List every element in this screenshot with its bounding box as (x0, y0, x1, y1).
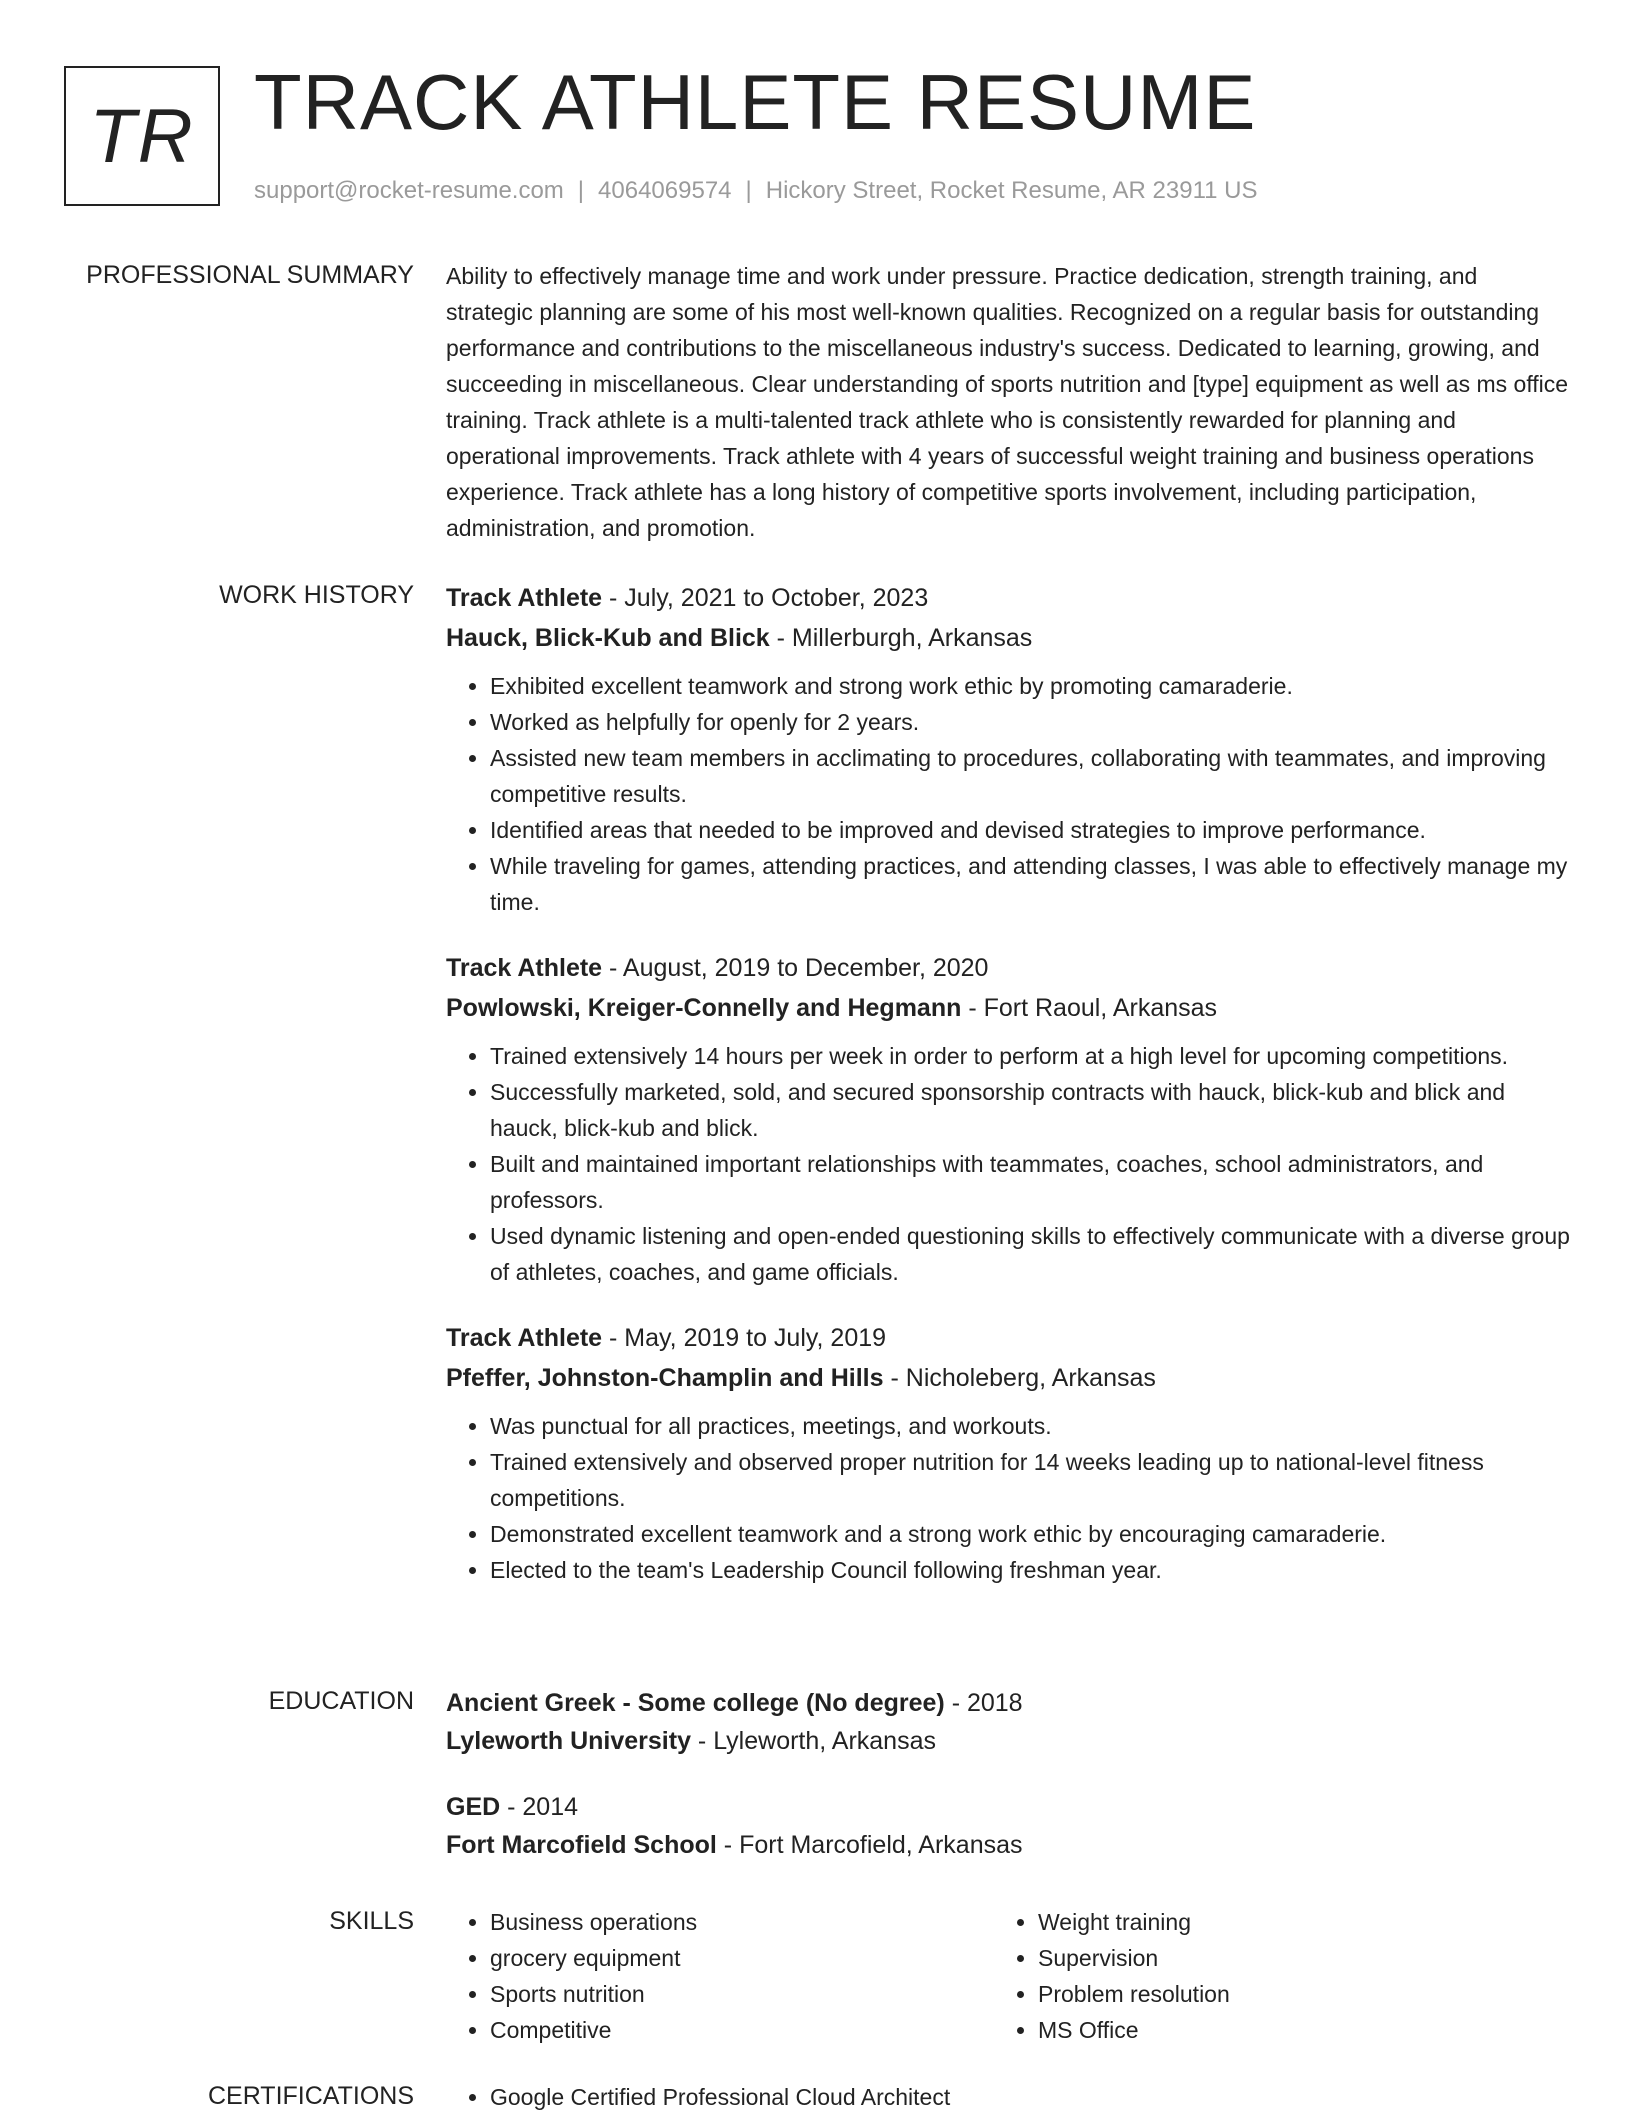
job-bullet: • Assisted new team members in acclimating to procedures, collaborating with teammates, and improving competitive results. (490, 740, 1570, 812)
job-bullet: • Successfully marketed, sold, and secured sponsorship contracts with hauck, blick-kub and blick and hauck, blick-kub and blick. (490, 1074, 1570, 1146)
contact-address: Hickory Street, Rocket Resume, AR 23911 US (765, 177, 1258, 204)
education-location: - Fort Marcofield, Arkansas (716, 1831, 1023, 1859)
page-title: TRACK ATHLETE RESUME (254, 58, 1257, 146)
section-label-certifications: CERTIFICATIONS (207, 2082, 414, 2110)
job-location: - Nicholeberg, Arkansas (883, 1364, 1156, 1392)
education-year: - 2014 (500, 1793, 579, 1821)
job-bullets (446, 668, 1570, 920)
job-company: Pfeffer, Johnston-Champlin and Hills (446, 1364, 884, 1392)
education-body (446, 1684, 1570, 1892)
contact-email[interactable]: support@rocket-resume.com (254, 177, 564, 204)
education-entry (446, 1788, 1570, 1864)
education-entry (446, 1684, 1570, 1760)
summary-body (446, 258, 1570, 546)
education-school: Fort Marcofield School (446, 1831, 717, 1859)
job-title-line (446, 948, 1570, 988)
section-label-skills: SKILLS (329, 1907, 414, 1935)
job-bullet: • While traveling for games, attending practices, and attending classes, I was able to effectively manage my time. (490, 848, 1570, 920)
education-degree: GED (446, 1793, 501, 1821)
job-company: Hauck, Blick-Kub and Blick (446, 624, 770, 652)
job-bullet: • Elected to the team's Leadership Council following freshman year. (490, 1552, 1570, 1588)
job-title-line (446, 1318, 1570, 1358)
job-company-line (446, 618, 1570, 658)
job-bullet: • Trained extensively 14 hours per week in order to perform at a high level for upcoming competitions. (490, 1038, 1570, 1074)
job-location: - Fort Raoul, Arkansas (961, 994, 1218, 1022)
job-company: Powlowski, Kreiger-Connelly and Hegmann (446, 994, 962, 1022)
skills-column-right (994, 1904, 1542, 2048)
job-bullets (446, 1408, 1570, 1588)
job-company-line (446, 1358, 1570, 1398)
skill-item: • Sports nutrition (490, 1976, 994, 2012)
skills-column-left (446, 1904, 994, 2048)
contact-separator: | (745, 177, 752, 204)
job-bullet: • Exhibited excellent teamwork and strong work ethic by promoting camaraderie. (490, 668, 1570, 704)
education-location: - Lyleworth, Arkansas (690, 1727, 936, 1755)
section-label-summary: PROFESSIONAL SUMMARY (86, 261, 414, 289)
education-year: - 2018 (944, 1689, 1023, 1717)
monogram-logo: TR (64, 66, 220, 206)
contact-line (254, 176, 1258, 206)
job-entry (446, 948, 1570, 1290)
education-school: Lyleworth University (446, 1727, 691, 1755)
job-dates: - July, 2021 to October, 2023 (602, 584, 929, 612)
skill-item: • grocery equipment (490, 1940, 994, 1976)
job-location: - Millerburgh, Arkansas (769, 624, 1033, 652)
job-bullet: • Built and maintained important relationships with teammates, coaches, school administrators, and professors. (490, 1146, 1570, 1218)
job-bullet: • Was punctual for all practices, meetings, and workouts. (490, 1408, 1570, 1444)
skills-body (446, 1904, 1570, 2048)
work-body (446, 578, 1570, 1616)
job-dates: - August, 2019 to December, 2020 (602, 954, 989, 982)
job-company-line (446, 988, 1570, 1028)
section-label-education: EDUCATION (268, 1687, 414, 1715)
skill-item: • Problem resolution (1038, 1976, 1542, 2012)
job-bullet: • Trained extensively and observed proper nutrition for 14 weeks leading up to national-level fitness competitions. (490, 1444, 1570, 1516)
job-title: Track Athlete (446, 954, 603, 982)
job-title: Track Athlete (446, 584, 603, 612)
skill-item: • Competitive (490, 2012, 994, 2048)
certifications-body (446, 2079, 1570, 2115)
job-bullet: • Worked as helpfully for openly for 2 years. (490, 704, 1570, 740)
skill-item: • Business operations (490, 1904, 994, 1940)
job-bullet: • Demonstrated excellent teamwork and a strong work ethic by encouraging camaraderie. (490, 1516, 1570, 1552)
skill-item: • Supervision (1038, 1940, 1542, 1976)
contact-separator: | (577, 177, 585, 204)
skill-item: • Weight training (1038, 1904, 1542, 1940)
contact-phone[interactable]: 4064069574 (598, 177, 732, 204)
job-bullets (446, 1038, 1570, 1290)
certification-item: • Google Certified Professional Cloud Architect (490, 2079, 1570, 2115)
skill-item: • MS Office (1038, 2012, 1542, 2048)
job-bullet: • Identified areas that needed to be improved and devised strategies to improve performance. (490, 812, 1570, 848)
education-degree: Ancient Greek - Some college (No degree) (446, 1689, 945, 1717)
job-entry (446, 1318, 1570, 1588)
summary-text: Ability to effectively manage time and work under pressure. Practice dedication, strength training, and strategic planning are some of his most well-known qualities. Recognized on a regular basis for outstanding performance and contributions to the miscellaneous industry's success. Dedicated to learning, growing, and succeeding in miscellaneous. Clear understanding of sports nutrition and [type] equipment as well as ms office training. Track athlete is a multi-talented track athlete who is consistently rewarded for planning and operational improvements. Track athlete with 4 years of successful weight training and business operations experience. Track athlete has a long history of competitive sports involvement, including participation, administration, and promotion. (446, 263, 1569, 541)
job-title-line (446, 578, 1570, 618)
job-entry (446, 578, 1570, 920)
job-bullet: • Used dynamic listening and open-ended questioning skills to effectively communicate with a diverse group of athletes, coaches, and game officials. (490, 1218, 1570, 1290)
job-title: Track Athlete (446, 1324, 603, 1352)
section-label-work: WORK HISTORY (219, 581, 414, 609)
job-dates: - May, 2019 to July, 2019 (602, 1324, 887, 1352)
